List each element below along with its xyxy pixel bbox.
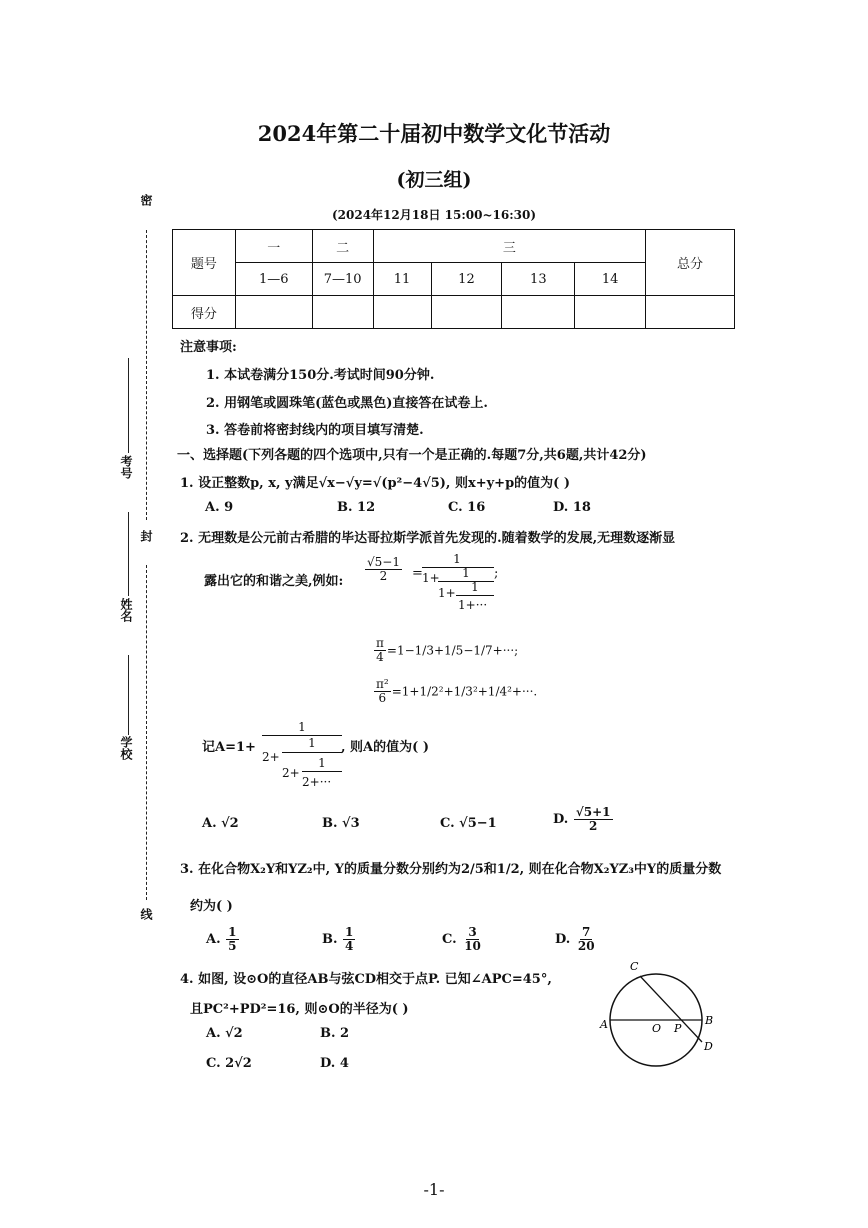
field-label-school: 学校 — [119, 736, 133, 760]
option-denominator: 20 — [577, 939, 595, 953]
eq2-denominator: 4 — [376, 650, 384, 664]
label-c: C — [630, 960, 639, 973]
cf-numerator: 1 — [471, 580, 479, 594]
seal-char-mi: 密 — [139, 194, 153, 206]
eq3-denominator: 6 — [378, 691, 387, 705]
pi-over-4-equation — [373, 637, 518, 664]
chord-cd — [640, 976, 702, 1042]
section-heading: 一、选择题(下列各题的四个选项中,只有一个是正确的.每题7分,共6题,共计42分) — [177, 448, 647, 463]
q3-option-d[interactable] — [555, 926, 598, 953]
label-p: P — [674, 1022, 682, 1035]
option-denominator: 4 — [345, 939, 354, 953]
q3-option-b[interactable] — [322, 926, 356, 953]
seal-dashed-line — [146, 565, 147, 900]
column-14: 14 — [575, 263, 646, 296]
section-header-1: 一 — [235, 230, 312, 263]
name-blank[interactable] — [128, 512, 129, 596]
q1-stem: 1. 设正整数p, x, y满足√x−√y=√(p²−4√5), 则x+y+p的值为( ) — [180, 476, 570, 491]
notes-heading: 注意事项: — [180, 340, 237, 355]
q4-option-c[interactable]: C. 2√2 — [206, 1056, 252, 1071]
q1-option-b[interactable]: B. 12 — [337, 500, 376, 515]
option-numerator: 7 — [582, 925, 591, 939]
q2-let-suffix: , 则A的值为( ) — [341, 740, 429, 755]
q3-option-a[interactable] — [206, 926, 240, 953]
section-header-3: 三 — [373, 230, 646, 263]
q2-option-b[interactable]: B. √3 — [322, 816, 360, 831]
section-header-2: 二 — [312, 230, 373, 263]
option-numerator: 1 — [228, 925, 237, 939]
total-score-cell[interactable] — [646, 296, 735, 329]
q4-option-a[interactable]: A. √2 — [206, 1026, 243, 1041]
score-cell[interactable] — [502, 296, 575, 329]
eq2-numerator: π — [376, 636, 384, 650]
cf-numerator: 1 — [462, 566, 470, 580]
note-item: 1. 本试卷满分150分.考试时间90分钟. — [206, 368, 435, 383]
eq1-denominator: 2 — [379, 569, 388, 583]
q2-option-a[interactable]: A. √2 — [202, 816, 239, 831]
score-cell[interactable] — [373, 296, 431, 329]
cf2-numerator: 1 — [318, 756, 326, 770]
note-item: 2. 用钢笔或圆珠笔(蓝色或黑色)直接答在试卷上. — [206, 396, 488, 411]
table-row-label: 题号 — [173, 230, 236, 296]
q2-stem-line2: 露出它的和谐之美,例如: — [204, 574, 344, 589]
q1-option-a[interactable]: A. 9 — [205, 500, 234, 515]
score-cell[interactable] — [235, 296, 312, 329]
q1-option-c[interactable]: C. 16 — [448, 500, 486, 515]
cf-numerator: 1 — [453, 552, 461, 566]
page-number: -1- — [423, 1180, 445, 1199]
q4-stem-line1: 4. 如图, 设⊙O的直径AB与弦CD相交于点P. 已知∠APC=45°, — [180, 972, 552, 987]
q2-stem-line1: 2. 无理数是公元前古希腊的毕达哥拉斯学派首先发现的.随着数学的发展,无理数逐渐显 — [180, 531, 676, 546]
q2-let-prefix: 记A=1+ — [202, 740, 256, 755]
q1-option-d[interactable]: D. 18 — [553, 500, 591, 515]
semicolon: ; — [494, 566, 499, 581]
eq1-numerator: √5−1 — [367, 555, 400, 569]
seal-dashed-line — [146, 230, 147, 520]
page-title: 2024年第二十届初中数学文化节活动 — [257, 121, 611, 146]
cf-level1: 1+ — [422, 571, 440, 585]
cf2-level2: 2+ — [282, 766, 300, 780]
score-cell[interactable] — [312, 296, 373, 329]
column-1-6: 1—6 — [235, 263, 312, 296]
q4-stem-line2: 且PC²+PD²=16, 则⊙O的半径为( ) — [190, 1002, 409, 1017]
golden-ratio-fraction — [364, 556, 403, 583]
column-12: 12 — [431, 263, 502, 296]
column-7-10: 7—10 — [312, 263, 373, 296]
cf-level2: 1+ — [438, 586, 456, 600]
exam-date: (2024年12月18日 15:00~16:30) — [331, 208, 537, 222]
option-numerator: 3 — [468, 925, 477, 939]
basel-equation — [373, 678, 537, 705]
cf2-bar — [302, 771, 342, 772]
option-d-numerator: √5+1 — [575, 805, 611, 819]
q3-stem-line2: 约为( ) — [190, 899, 233, 914]
q2-option-c[interactable]: C. √5−1 — [440, 816, 497, 831]
q4-option-d[interactable]: D. 4 — [320, 1056, 349, 1071]
option-label: A. — [206, 932, 221, 947]
q2-option-d[interactable] — [553, 806, 614, 833]
label-o: O — [652, 1022, 662, 1035]
cf2-numerator: 1 — [298, 720, 306, 734]
q3-stem-line1: 3. 在化合物X₂Y和YZ₂中, Y的质量分数分别约为2/5和1/2, 则在化合物X₂YZ₃中Y的质量分数 — [180, 862, 722, 877]
score-cell[interactable] — [575, 296, 646, 329]
exam-number-blank[interactable] — [128, 358, 129, 453]
option-numerator: 1 — [345, 925, 354, 939]
column-11: 11 — [373, 263, 431, 296]
cf2-level1: 2+ — [262, 750, 280, 764]
option-denominator: 5 — [228, 939, 237, 953]
cf2-tail: 2+··· — [302, 775, 332, 789]
eq3-rhs: =1+1/2²+1/3²+1/4²+···. — [391, 684, 538, 699]
label-d: D — [704, 1040, 713, 1053]
option-label: B. — [322, 932, 338, 947]
field-label-exam-number: 考号 — [119, 455, 133, 479]
cf2-bar — [282, 752, 342, 753]
field-label-name: 姓名 — [119, 598, 133, 622]
label-a: A — [600, 1018, 608, 1031]
table-score-label: 得分 — [173, 296, 236, 329]
eq3-numerator: π² — [376, 677, 389, 691]
score-cell[interactable] — [431, 296, 502, 329]
seal-char-feng: 封 — [139, 530, 153, 542]
option-denominator: 10 — [464, 939, 481, 953]
score-table — [172, 229, 735, 329]
equals-sign: = — [412, 566, 423, 581]
q4-option-b[interactable]: B. 2 — [320, 1026, 350, 1041]
option-label: D. — [555, 932, 571, 947]
table-total-label: 总分 — [646, 230, 735, 296]
cf-tail: 1+··· — [458, 598, 488, 612]
note-item: 3. 答卷前将密封线内的项目填写清楚. — [206, 423, 424, 438]
school-blank[interactable] — [128, 655, 129, 735]
circle-figure — [594, 954, 724, 1078]
label-b: B — [705, 1014, 714, 1027]
q3-option-c[interactable] — [442, 926, 484, 953]
option-d-denominator: 2 — [589, 819, 598, 833]
cf2-numerator: 1 — [308, 736, 316, 750]
eq2-rhs: =1−1/3+1/5−1/7+···; — [386, 643, 519, 658]
seal-char-xian: 线 — [139, 908, 153, 920]
page-subtitle: (初三组) — [396, 169, 472, 191]
column-13: 13 — [502, 263, 575, 296]
option-label: C. — [442, 932, 457, 947]
option-label: D. — [553, 812, 569, 827]
cf-bar — [456, 595, 494, 596]
